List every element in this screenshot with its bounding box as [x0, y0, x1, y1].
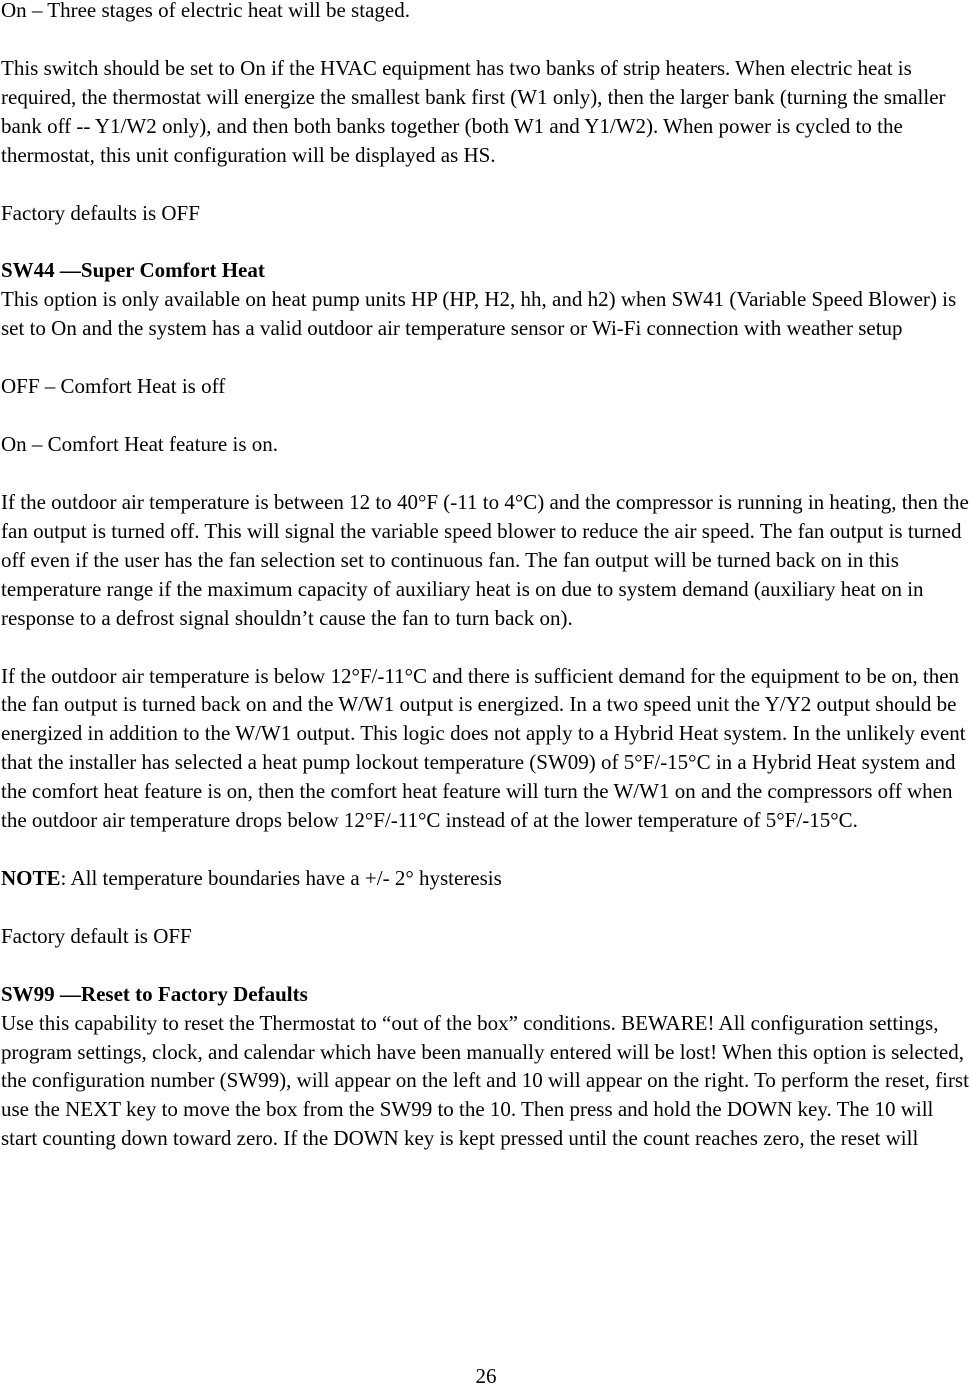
paragraph-sw44-intro: This option is only available on heat pump units HP (HP, H2, hh, and h2) when SW41 (Variable Speed Blower) is set to On and the system has a valid outdoor air temperature sensor or Wi-Fi connection with weather setup: [1, 287, 957, 341]
note-text: : All temperature boundaries have a +/- 2° hysteresis: [60, 865, 502, 890]
paragraph-sw44-factory-default: Factory default is OFF: [1, 923, 192, 948]
note-label: NOTE: [1, 865, 61, 890]
paragraph-sw44-off: OFF – Comfort Heat is off: [1, 374, 226, 399]
page-content: [1, 0, 972, 1153]
paragraph-sw99-body: Use this capability to reset the Thermostat to “out of the box” conditions. BEWARE! All configuration settings, program settings, clock, and calendar which have been manually entered will be lost! When this option is selected, the configuration number (SW99), will appear on the left and 10 will appear on the right. To perform the reset, first use the NEXT key to move the box from the SW99 to the 10. Then press and hold the DOWN key. The 10 will start counting down toward zero. If the DOWN key is kept pressed until the count reaches zero, the reset will: [1, 1010, 969, 1151]
paragraph-factory-default: Factory defaults is OFF: [1, 200, 200, 225]
page-number: 26: [475, 1364, 497, 1388]
paragraph-sw44-temperature-range: If the outdoor air temperature is between 12 to 40°F (-11 to 4°C) and the compressor is running in heating, then the fan output is turned off. This will signal the variable speed blower to reduce the air speed. The fan output is turned off even if the user has the fan selection set to continuous fan. The fan output will be turned back on in this temperature range if the maximum capacity of auxiliary heat is on due to system demand (auxiliary heat on in response to a defrost signal shouldn’t cause the fan to turn back on).: [1, 489, 969, 630]
paragraph-switch-description: This switch should be set to On if the HVAC equipment has two banks of strip heaters. When electric heat is required, the thermostat will energize the smallest bank first (W1 only), then the larger bank (turning the smaller bank off -- Y1/W2 only), and then both banks together (both W1 and Y1/W2). When power is cycled to the thermostat, this unit configuration will be displayed as HS.: [1, 55, 946, 167]
paragraph-note: [1, 864, 972, 893]
section-heading-sw99: SW99 —Reset to Factory Defaults: [1, 981, 308, 1006]
paragraph-sw44-on: On – Comfort Heat feature is on.: [1, 432, 279, 457]
section-heading-sw44: SW44 —Super Comfort Heat: [1, 258, 265, 283]
paragraph-on-three-stages: On – Three stages of electric heat will be staged.: [1, 0, 410, 22]
paragraph-sw44-below-threshold: If the outdoor air temperature is below 12°F/-11°C and there is sufficient demand for the equipment to be on, then the fan output is turned back on and the W/W1 output is energized. In a two speed unit the Y/Y2 output should be energized in addition to the W/W1 output. This logic does not apply to a Hybrid Heat system. In the unlikely event that the installer has selected a heat pump lockout temperature (SW09) of 5°F/-15°C in a Hybrid Heat system and the comfort heat feature is on, then the comfort heat feature will turn the W/W1 on and the compressors off when the outdoor air temperature drops below 12°F/-11°C instead of at the lower temperature of 5°F/-15°C.: [1, 663, 966, 833]
